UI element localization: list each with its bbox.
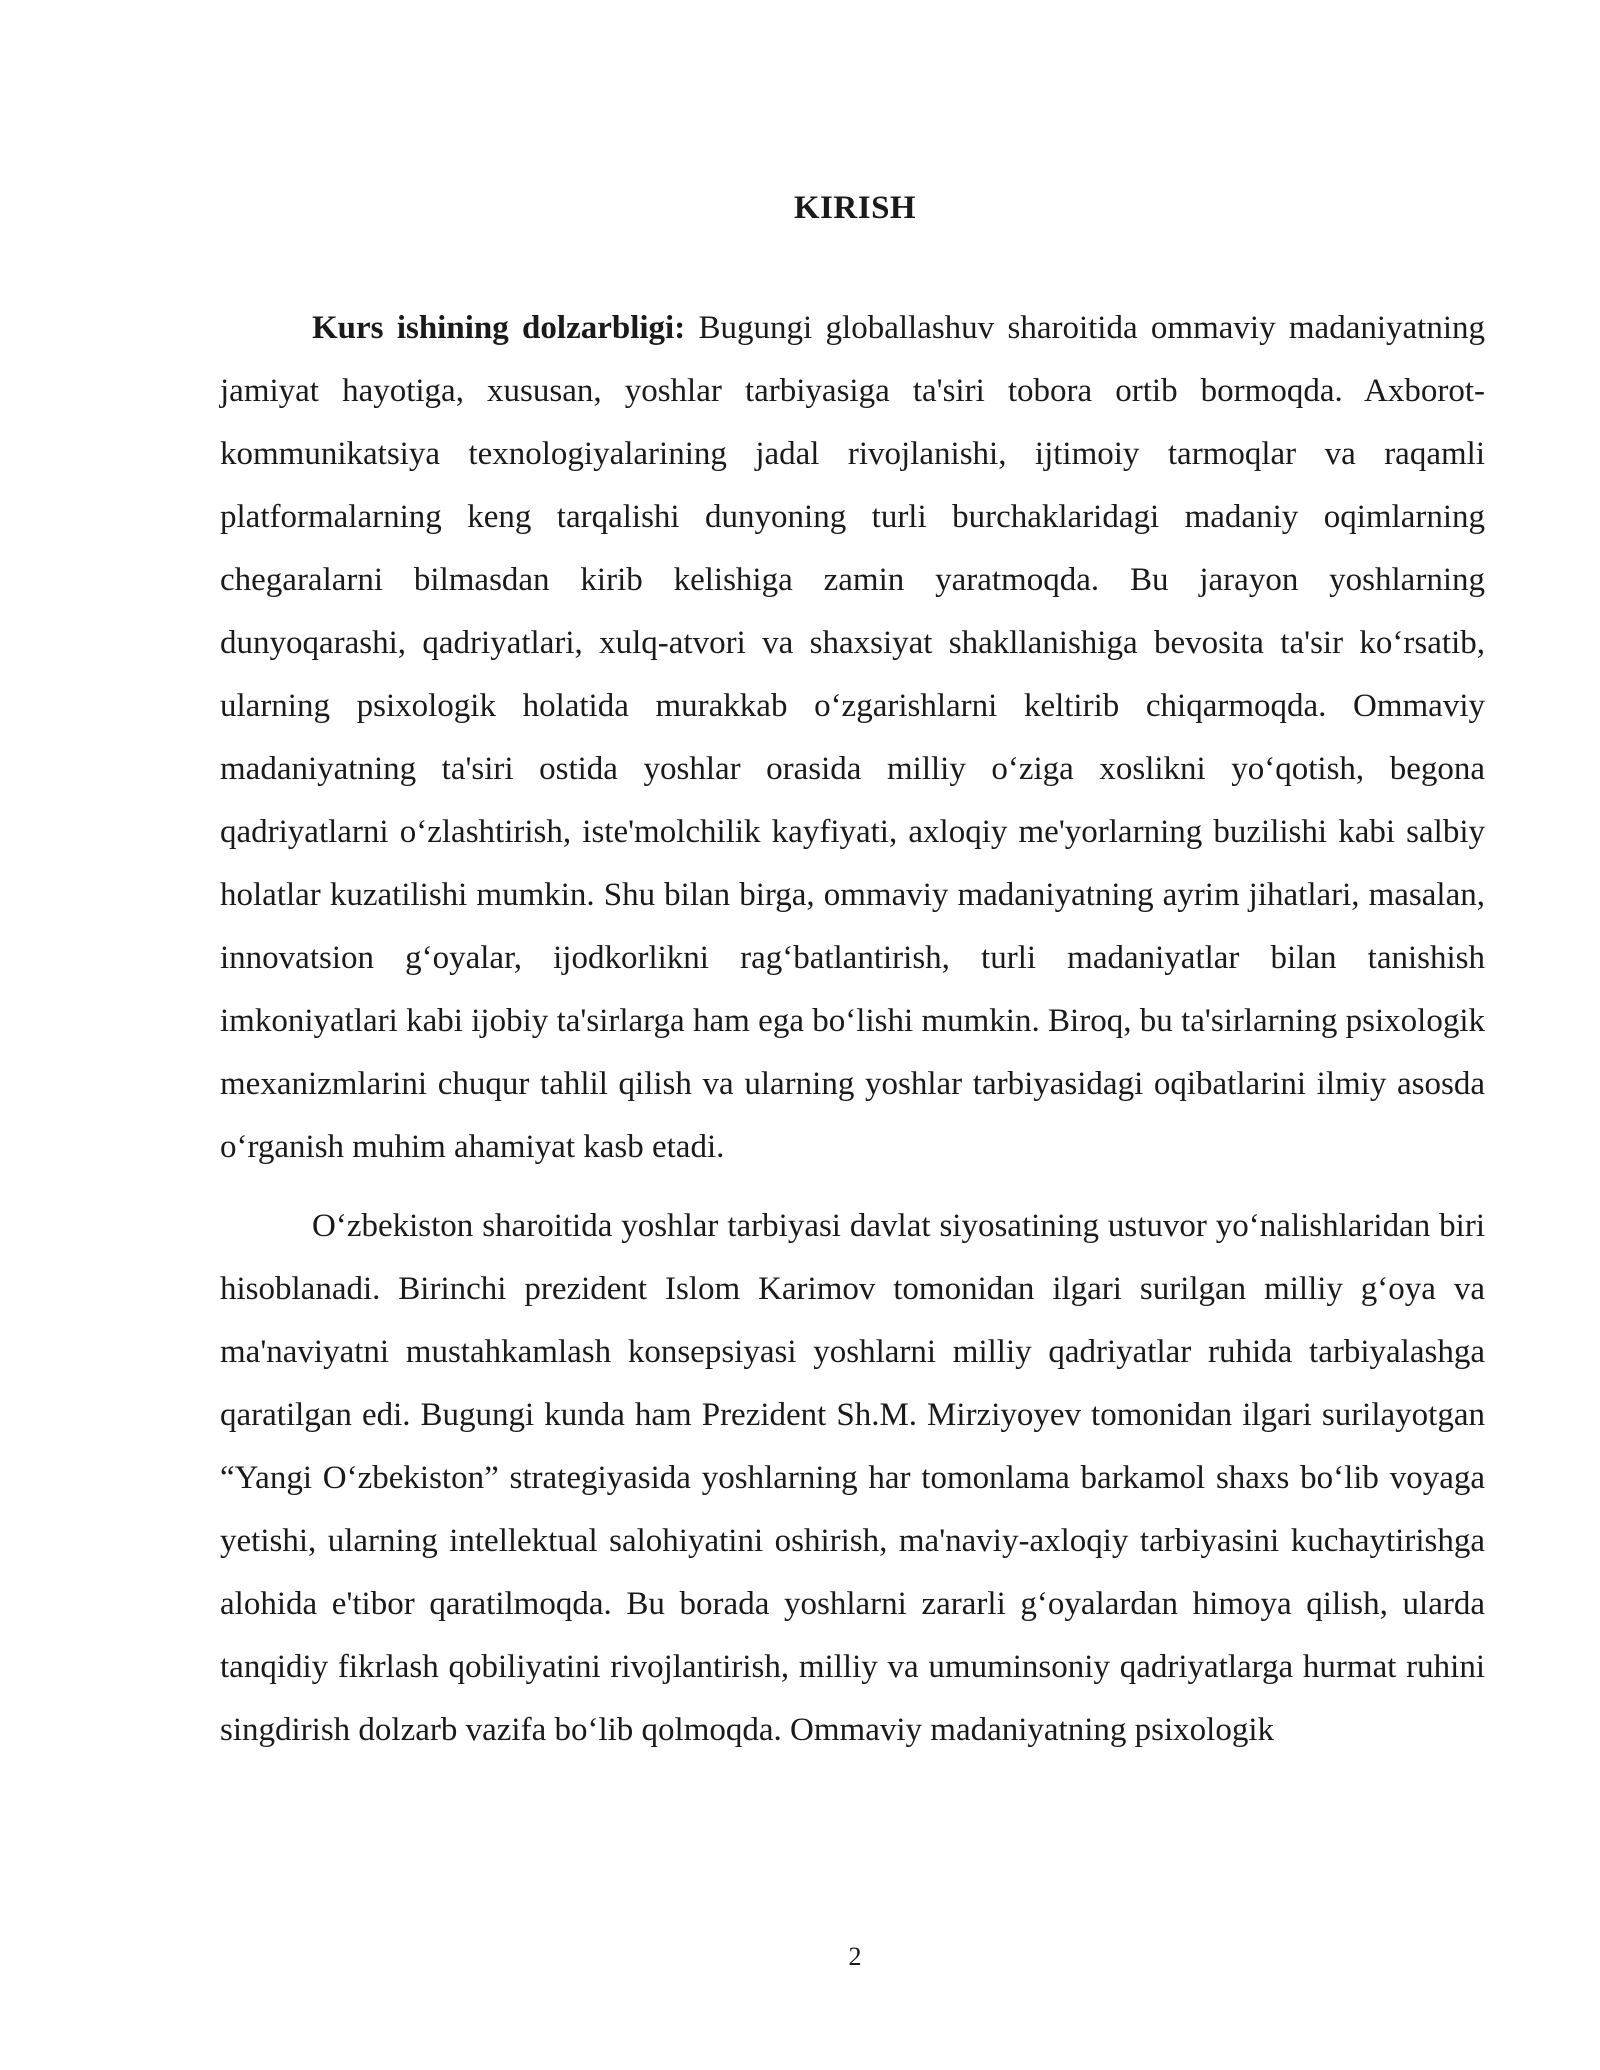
paragraph-text: Bugungi globallashuv sharoitida ommaviy madaniyatning jamiyat hayotiga, xususan, yoshlar tarbiyasiga ta'siri tobora ortib bormoqda. Axborot-kommunikatsiya texnologiyalarining jadal rivojlanishi, ijtimoiy tarmoqlar va raqamli platformalarning keng tarqalishi dunyoning turli burchaklaridagi madaniy oqimlarning chegaralarni bilmasdan kirib kelishiga zamin yaratmoqda. Bu jarayon yoshlarning dunyoqarashi, qadriyatlari, xulq-atvori va shaxsiyat shakllanishiga bevosita ta'sir koʻrsatib, ularning psixologik holatida murakkab oʻzgarishlarni keltirib chiqarmoqda. Ommaviy madaniyatning ta'siri ostida yoshlar orasida milliy oʻziga xoslikni yoʻqotish, begona qadriyatlarni oʻzlashtirish, iste'molchilik kayfiyati, axloqiy me'yorlarning buzilishi kabi salbiy holatlar kuzatilishi mumkin. Shu bilan birga, ommaviy madaniyatning ayrim jihatlari, masalan, innovatsion gʻoyalar, ijodkorlikni ragʻbatlantirish, turli madaniyatlar bilan tanishish imkoniyatlari kabi ijobiy ta'sirlarga ham ega boʻlishi mumkin. Biroq, bu ta'sirlarning psixologik mexanizmlarini chuqur tahlil qilish va ularning yoshlar tarbiyasidagi oqibatlarini ilmiy asosda oʻrganish muhim ahamiyat kasb etadi. bbox=[220, 310, 1485, 1165]
document-body bbox=[220, 297, 1485, 1762]
paragraph-lead: Kurs ishining dolzarbligi: bbox=[312, 310, 686, 346]
paragraph-uzbekistan bbox=[220, 1195, 1485, 1762]
paragraph-relevance bbox=[220, 297, 1485, 1179]
paragraph-text: Oʻzbekiston sharoitida yoshlar tarbiyasi davlat siyosatining ustuvor yoʻnalishlaridan biri hisoblanadi. Birinchi prezident Islom Karimov tomonidan ilgari surilgan milliy gʻoya va ma'naviyatni mustahkamlash konsepsiyasi yoshlarni milliy qadriyatlar ruhida tarbiyalashga qaratilgan edi. Bugungi kunda ham Prezident Sh.M. Mirziyoyev tomonidan ilgari surilayotgan “Yangi Oʻzbekiston” strategiyasida yoshlarning har tomonlama barkamol shaxs boʻlib voyaga yetishi, ularning intellektual salohiyatini oshirish, ma'naviy-axloqiy tarbiyasini kuchaytirishga alohida e'tibor qaratilmoqda. Bu borada yoshlarni zararli gʻoyalardan himoya qilish, ularda tanqidiy fikrlash qobiliyatini rivojlantirish, milliy va umuminsoniy qadriyatlarga hurmat ruhini singdirish dolzarb vazifa boʻlib qolmoqda. Ommaviy madaniyatning psixologik bbox=[220, 1208, 1485, 1748]
page-title: KIRISH bbox=[793, 190, 917, 226]
page-number: 2 bbox=[848, 1942, 862, 1971]
